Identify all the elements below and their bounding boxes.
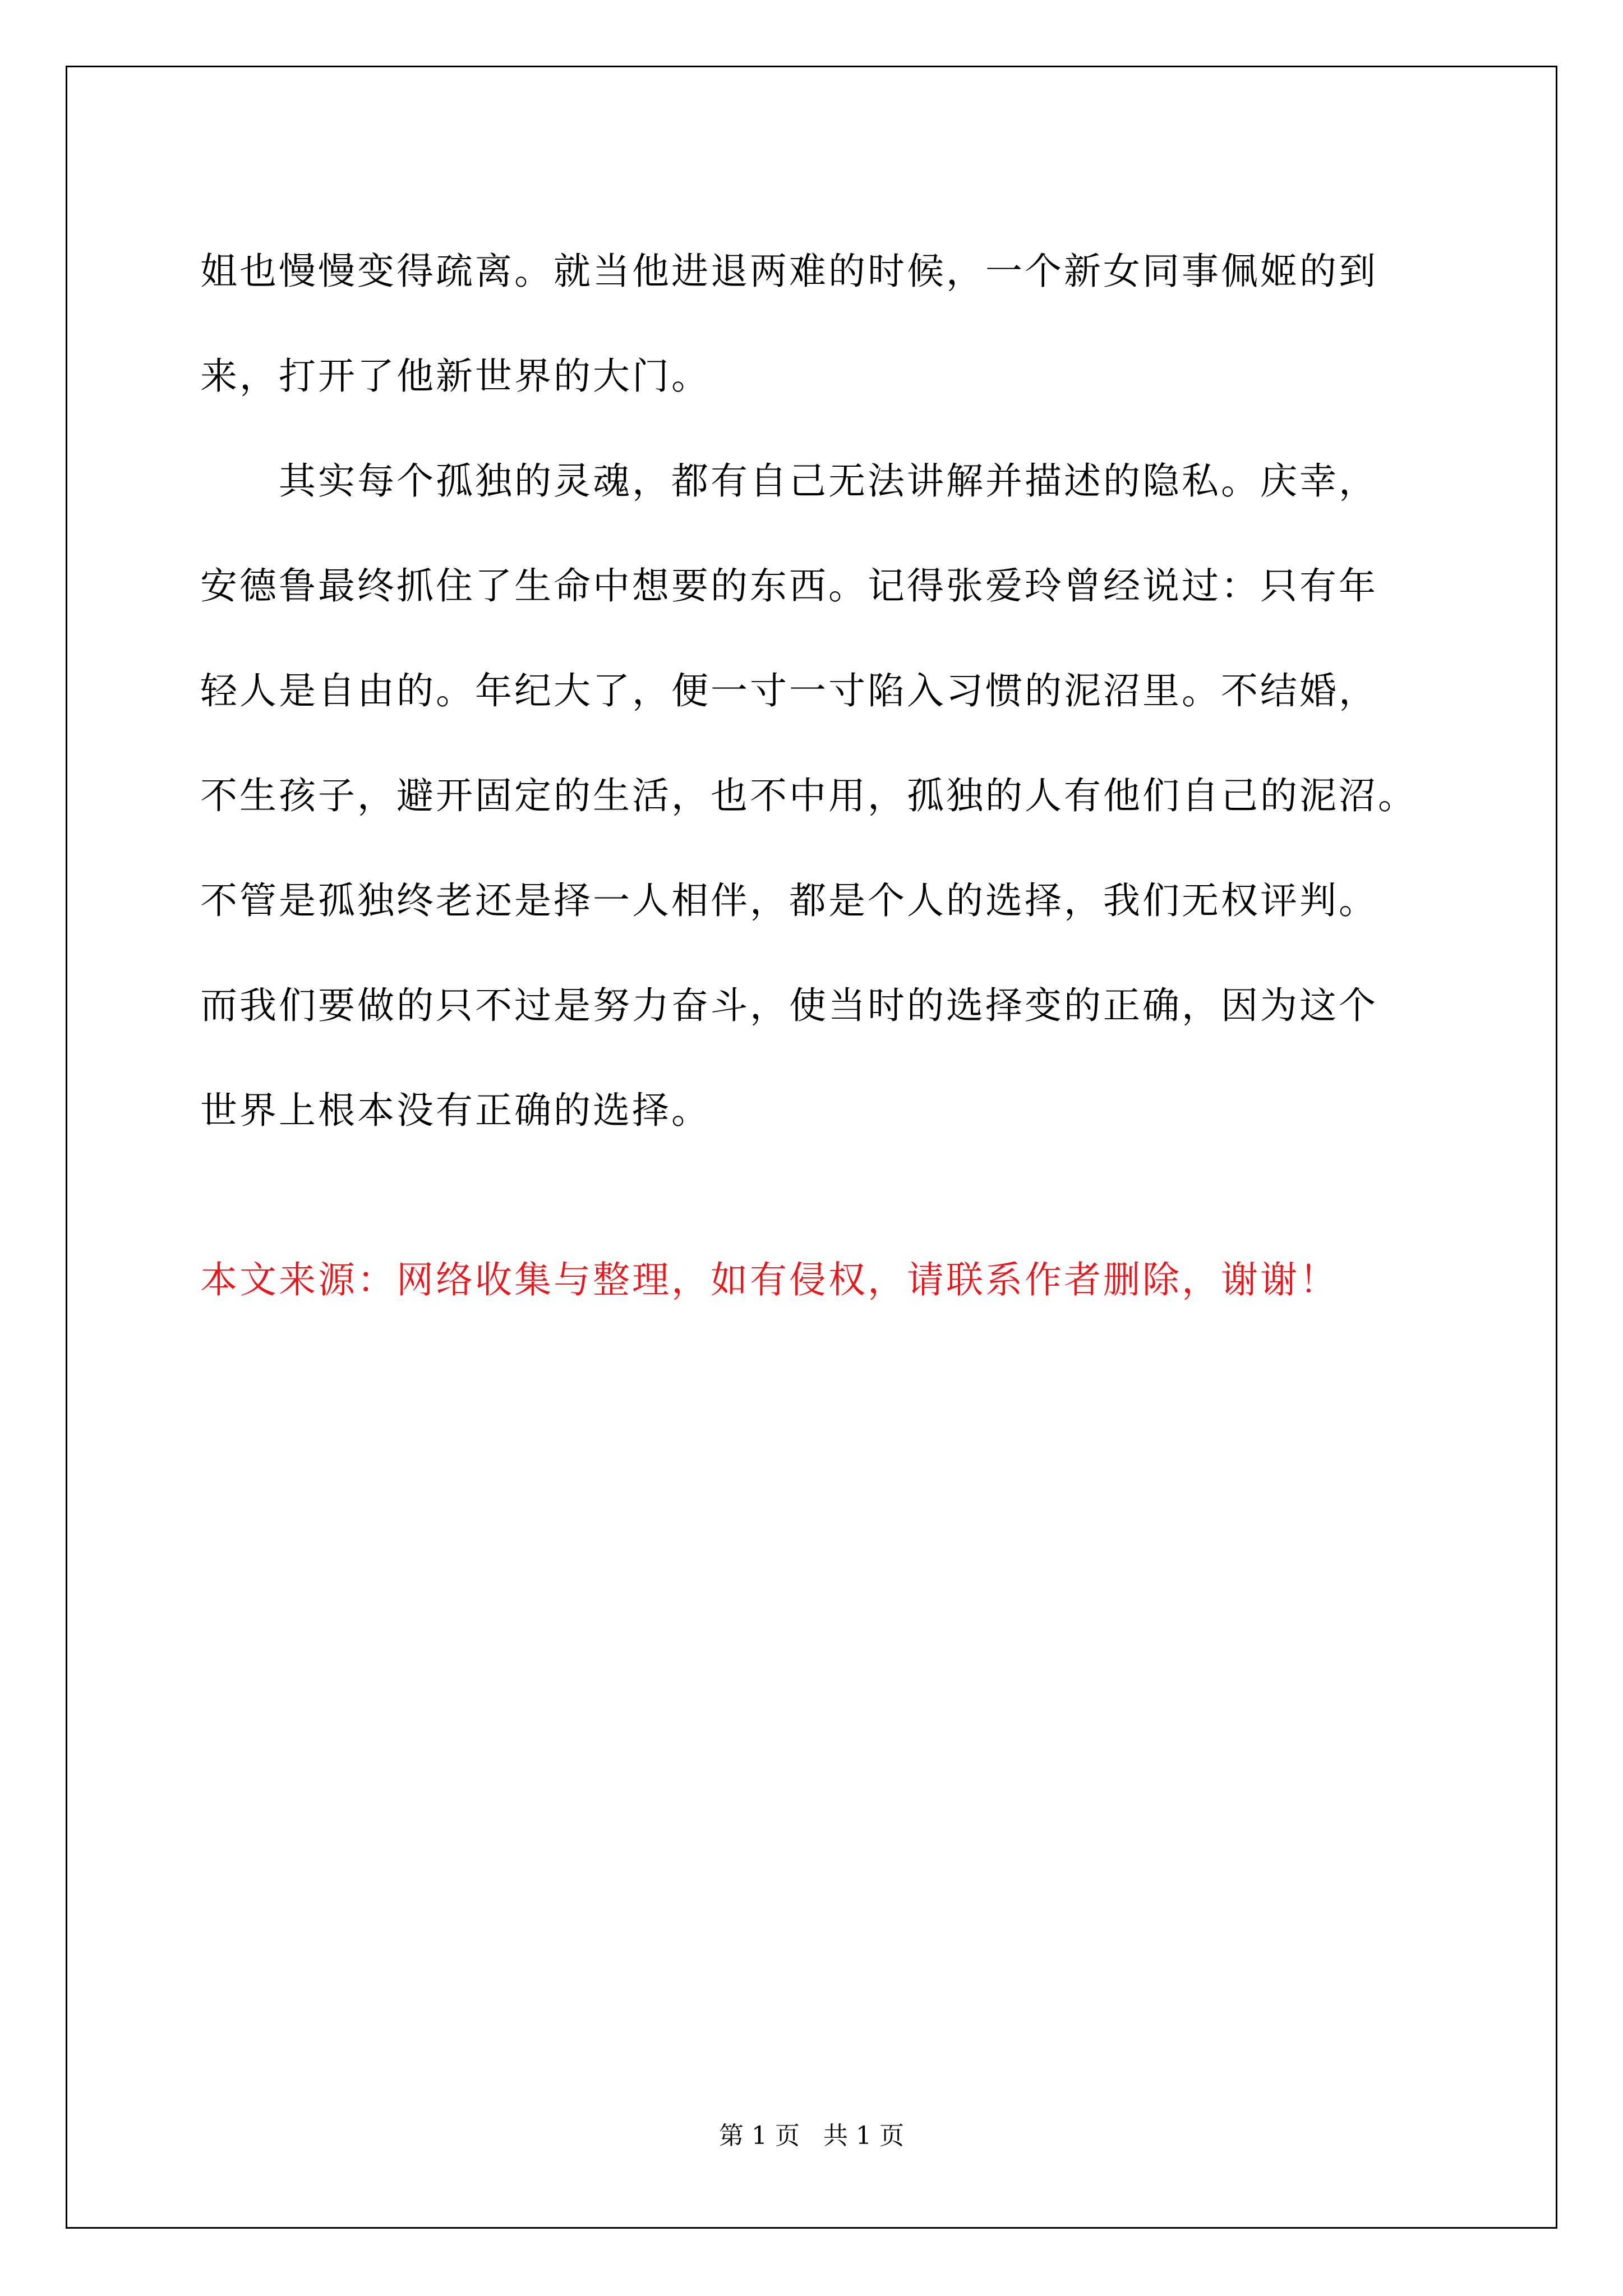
paragraph-2-line-1: 其实每个孤独的灵魂，都有自己无法讲解并描述的隐私。庆幸， <box>279 459 1378 503</box>
paragraph-1-line-2: 来，打开了他新世界的大门。 <box>200 355 711 398</box>
source-note: 本文来源：网络收集与整理，如有侵权，请联系作者删除，谢谢！ <box>200 1258 1339 1301</box>
paragraph-2-line-3: 轻人是自由的。年纪大了，便一寸一寸陷入习惯的泥沼里。不结婚， <box>200 669 1378 712</box>
paragraph-2-line-5: 不管是孤独终老还是择一人相伴，都是个人的选择，我们无权评判。 <box>200 879 1378 922</box>
paragraph-2-line-4: 不生孩子，避开固定的生活，也不中用，孤独的人有他们自己的泥沼。 <box>200 774 1417 817</box>
paragraph-2-line-2: 安德鲁最终抓住了生命中想要的东西。记得张爱玲曾经说过：只有年 <box>200 564 1378 608</box>
paragraph-1-line-1: 姐也慢慢变得疏离。就当他进退两难的时候，一个新女同事佩姬的到 <box>200 250 1378 293</box>
document-body <box>200 219 1462 1163</box>
paragraph-2-line-7: 世界上根本没有正确的选择。 <box>200 1089 711 1132</box>
page-number-footer: 第 1 页 共 1 页 <box>719 2122 904 2150</box>
paragraph-2-line-6: 而我们要做的只不过是努力奋斗，使当时的选择变的正确，因为这个 <box>200 984 1378 1027</box>
